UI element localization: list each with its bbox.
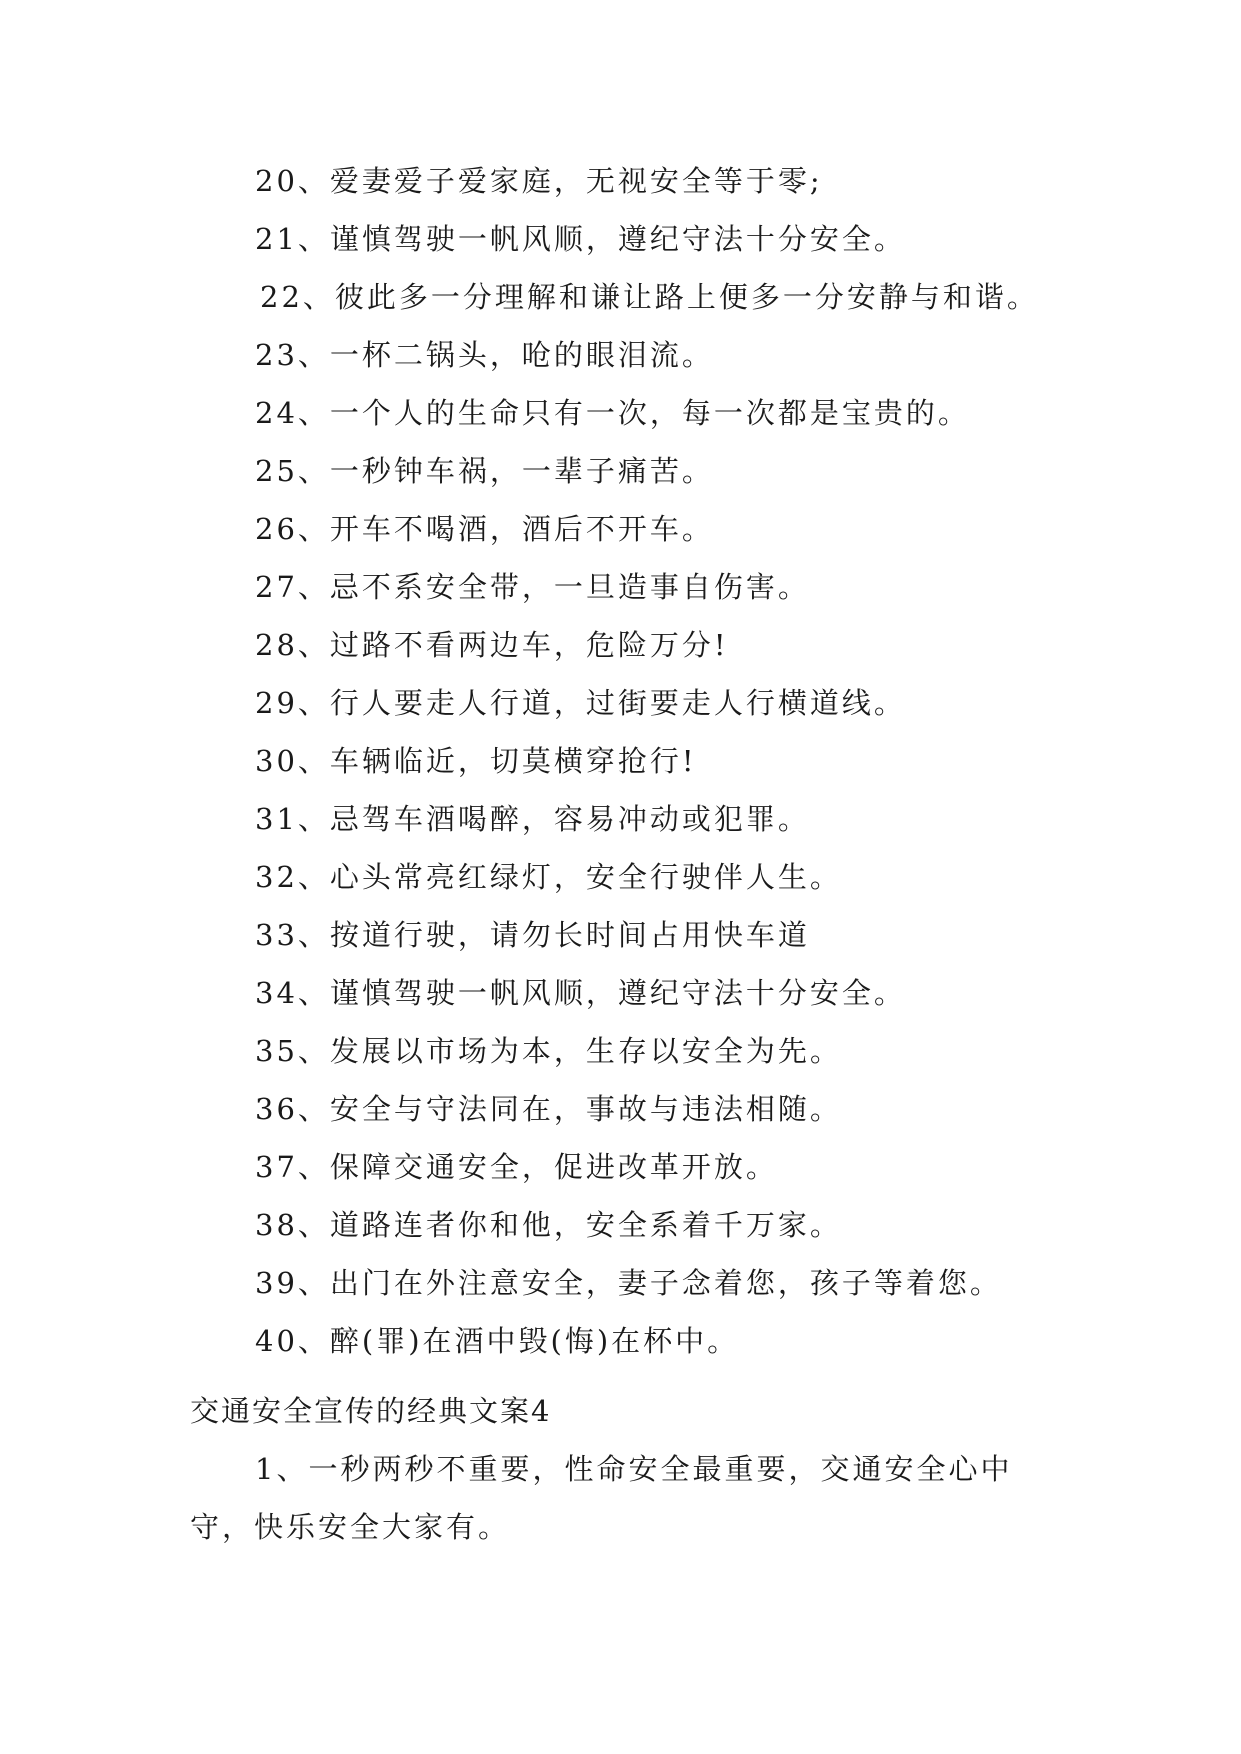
section-heading: 交通安全宣传的经典文案4 — [190, 1394, 552, 1428]
slogan-line-30: 30、车辆临近，切莫横穿抢行! — [255, 744, 697, 778]
slogan-line-24: 24、一个人的生命只有一次，每一次都是宝贵的。 — [255, 396, 970, 430]
slogan-list — [0, 152, 1241, 1370]
body-paragraph: 1、一秒两秒不重要，性命安全最重要，交通安全心中守，快乐安全大家有。 — [190, 1452, 1013, 1544]
slogan-line-28: 28、过路不看两边车，危险万分! — [255, 628, 729, 662]
slogan-line-32: 32、心头常亮红绿灯，安全行驶伴人生。 — [255, 860, 842, 894]
slogan-line-33: 33、按道行驶，请勿长时间占用快车道 — [255, 918, 810, 952]
slogan-line-26: 26、开车不喝酒，酒后不开车。 — [255, 512, 714, 546]
slogan-line-29: 29、行人要走人行道，过街要走人行横道线。 — [255, 686, 906, 720]
slogan-line-25: 25、一秒钟车祸，一辈子痛苦。 — [255, 454, 714, 488]
slogan-line-22: 22、彼此多一分理解和谦让路上便多一分安静与和谐。 — [260, 280, 1039, 314]
slogan-line-31: 31、忌驾车酒喝醉，容易冲动或犯罪。 — [255, 802, 810, 836]
slogan-line-35: 35、发展以市场为本，生存以安全为先。 — [255, 1034, 842, 1068]
slogan-line-23: 23、一杯二锅头，呛的眼泪流。 — [255, 338, 714, 372]
slogan-line-21: 21、谨慎驾驶一帆风顺，遵纪守法十分安全。 — [255, 222, 906, 256]
slogan-line-36: 36、安全与守法同在，事故与违法相随。 — [255, 1092, 842, 1126]
slogan-line-40: 40、醉(罪)在酒中毁(悔)在杯中。 — [255, 1324, 740, 1358]
slogan-line-39: 39、出门在外注意安全，妻子念着您，孩子等着您。 — [255, 1266, 1002, 1300]
slogan-line-37: 37、保障交通安全，促进改革开放。 — [255, 1150, 778, 1184]
slogan-line-34: 34、谨慎驾驶一帆风顺，遵纪守法十分安全。 — [255, 976, 906, 1010]
slogan-line-27: 27、忌不系安全带，一旦造事自伤害。 — [255, 570, 810, 604]
slogan-line-38: 38、道路连者你和他，安全系着千万家。 — [255, 1208, 842, 1242]
slogan-line-20: 20、爱妻爱子爱家庭，无视安全等于零; — [255, 164, 823, 198]
